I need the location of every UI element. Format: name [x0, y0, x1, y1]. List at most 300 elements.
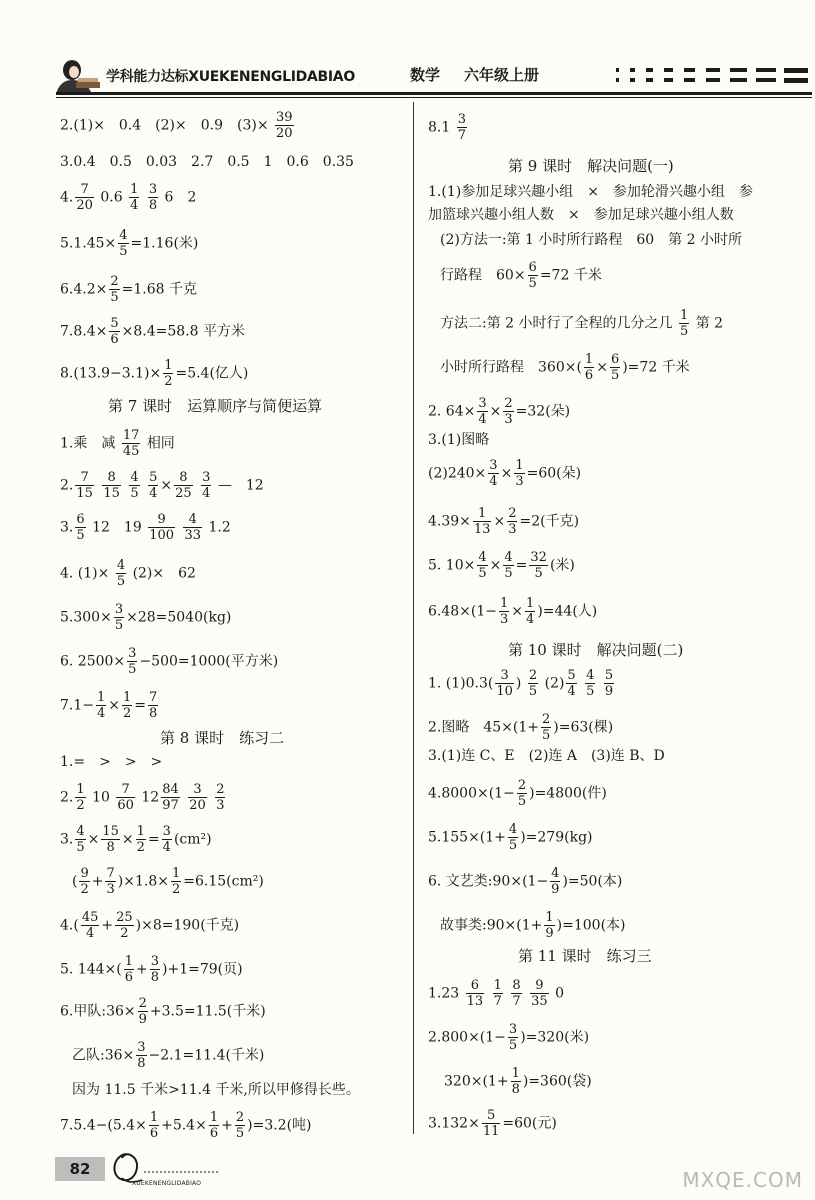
- fraction: [138, 996, 148, 1027]
- denominator: 5: [508, 838, 518, 853]
- text: (2): [544, 675, 565, 692]
- text: )=44(人): [537, 603, 598, 620]
- text: ×: [108, 697, 121, 714]
- denominator: 4: [149, 486, 158, 501]
- text: 4.: [60, 189, 74, 206]
- denominator: 5: [116, 574, 126, 589]
- fraction: [129, 182, 139, 213]
- denominator: 20: [76, 198, 93, 213]
- numerator: 7: [75, 470, 94, 486]
- fraction: [127, 646, 137, 677]
- text: 12: [141, 789, 160, 806]
- numerator: 1: [545, 910, 554, 925]
- numerator: 3: [148, 182, 158, 197]
- answer-line: [428, 1108, 557, 1139]
- fraction: [150, 954, 160, 985]
- numerator: 4: [586, 668, 595, 683]
- answer-line: [428, 668, 616, 699]
- denominator: 9: [545, 926, 554, 941]
- text: 12 19: [92, 519, 142, 536]
- answer-line: [60, 824, 212, 855]
- text: −2.1=11.4(千米): [148, 1047, 265, 1064]
- fraction: [610, 352, 620, 383]
- answer-line: [60, 1110, 312, 1141]
- denominator: 35: [531, 994, 548, 1009]
- numerator: 6: [528, 260, 537, 275]
- text: 1.2: [208, 519, 231, 536]
- numerator: 8: [102, 470, 121, 486]
- denominator: 6: [149, 1126, 159, 1141]
- answer-line: [72, 1040, 264, 1071]
- fraction: [174, 470, 193, 501]
- denominator: 5: [586, 684, 595, 699]
- numerator: 1: [97, 690, 106, 705]
- text: ): [515, 675, 522, 692]
- denominator: 4: [478, 412, 487, 427]
- denominator: 5: [478, 566, 487, 581]
- fraction: [514, 458, 524, 489]
- numerator: 3: [508, 1022, 518, 1037]
- subject-label: 数学: [410, 66, 441, 84]
- denominator: 3: [515, 474, 524, 489]
- fraction: [118, 228, 128, 259]
- numerator: 5: [110, 316, 119, 331]
- text: =: [147, 831, 160, 848]
- text: 5.155×(1+: [428, 829, 506, 846]
- fraction: [511, 978, 521, 1009]
- denominator: 5: [610, 368, 620, 383]
- answer-line: [428, 866, 622, 897]
- text: ×: [160, 477, 173, 494]
- denominator: 9: [604, 684, 614, 699]
- denominator: 5: [114, 618, 124, 633]
- numerator: 7: [75, 182, 94, 198]
- fraction: [163, 358, 173, 389]
- answer-line: [428, 712, 613, 743]
- fraction: [541, 712, 551, 743]
- denominator: 5: [76, 528, 85, 543]
- numerator: 1: [123, 690, 132, 705]
- text: )=4800(件): [529, 785, 607, 802]
- answer-line: [60, 690, 160, 721]
- fraction: [508, 1022, 518, 1053]
- section-heading-10: 第 10 课时 解决问题(二): [508, 641, 684, 659]
- numerator: 4: [508, 822, 518, 837]
- text: ×: [121, 831, 134, 848]
- text: 6. 文艺类:90×(1−: [428, 873, 549, 890]
- answer-line: [428, 778, 607, 809]
- text: =: [134, 697, 147, 714]
- fraction: [116, 782, 135, 813]
- numerator: 6: [610, 352, 620, 367]
- denominator: 6: [209, 1126, 219, 1141]
- text: +: [101, 917, 114, 934]
- grade-label: 六年级上册: [464, 66, 540, 84]
- numerator: 32: [530, 550, 547, 565]
- denominator: 4: [162, 840, 171, 855]
- text: ×8.4=58.8 平方米: [121, 323, 245, 340]
- numerator: 3: [137, 1040, 146, 1055]
- text: 5.300×: [60, 609, 112, 626]
- answer-line: [60, 646, 278, 677]
- answer-line: 3.0.4 0.5 0.03 2.7 0.5 1 0.6 0.35: [60, 154, 354, 170]
- text: =72 千米: [539, 267, 602, 284]
- fraction: [529, 550, 548, 581]
- fraction: [148, 470, 158, 501]
- fraction: [101, 824, 120, 855]
- text: 0: [555, 985, 565, 1002]
- answer-line: [60, 110, 296, 141]
- fraction: [488, 458, 498, 489]
- answer-line: [60, 470, 264, 501]
- text: )+1=79(页): [162, 961, 243, 978]
- numerator: 7: [149, 690, 158, 705]
- fraction: [585, 668, 595, 699]
- numerator: 7: [106, 866, 115, 881]
- fraction: [209, 1110, 219, 1141]
- text: )=63(棵): [553, 719, 614, 736]
- text: (: [72, 873, 78, 890]
- answer-line: [440, 308, 723, 339]
- text: 8.1: [428, 119, 451, 136]
- numerator: 2: [504, 396, 513, 411]
- denominator: 5: [128, 662, 137, 677]
- fraction: [75, 782, 85, 813]
- text: 320×(1+: [444, 1073, 509, 1090]
- fraction: [544, 910, 554, 941]
- answer-line: [428, 506, 579, 537]
- text: 相同: [146, 435, 175, 452]
- denominator: 9: [138, 1012, 147, 1027]
- fraction: [493, 978, 503, 1009]
- text: =32(朵): [515, 403, 571, 420]
- fraction: [162, 824, 172, 855]
- fraction: [473, 506, 492, 537]
- numerator: 9: [530, 978, 549, 994]
- fraction: [584, 352, 594, 383]
- fraction: [235, 1110, 245, 1141]
- answer-line: [60, 954, 243, 985]
- text: 3.: [60, 519, 74, 536]
- denominator: 3: [106, 882, 115, 897]
- text: +: [136, 961, 148, 978]
- text: 第 2: [695, 315, 724, 332]
- denominator: 33: [184, 528, 202, 543]
- numerator: 15: [102, 824, 119, 839]
- numerator: 6: [466, 978, 485, 994]
- numerator: 1: [209, 1110, 219, 1125]
- text: )=360(袋): [522, 1073, 592, 1090]
- answer-line: [60, 512, 231, 543]
- denominator: 2: [120, 926, 129, 941]
- text: ×: [500, 465, 513, 482]
- text: =1.68 千克: [121, 281, 197, 298]
- numerator: 4: [76, 824, 85, 839]
- denominator: 8: [511, 1082, 520, 1097]
- text: 方法二:第 2 小时行了全程的几分之几: [440, 315, 673, 332]
- fraction: [499, 596, 509, 627]
- denominator: 2: [123, 706, 132, 721]
- numerator: 4: [183, 512, 202, 528]
- numerator: 4: [478, 550, 487, 565]
- numerator: 1: [515, 458, 524, 473]
- numerator: 3: [495, 668, 514, 684]
- text: =60(朵): [526, 465, 582, 482]
- section-heading-9: 第 9 课时 解决问题(一): [508, 157, 674, 175]
- text: +3.5=11.5(千米): [149, 1003, 266, 1020]
- answer-line: [60, 274, 197, 305]
- text: 乙队:36×: [72, 1047, 135, 1064]
- fraction: [566, 668, 576, 699]
- fraction: [122, 428, 141, 459]
- fraction: [129, 470, 139, 501]
- section-heading-11: 第 11 课时 练习三: [518, 947, 652, 965]
- numerator: 2: [110, 274, 119, 289]
- denominator: 5: [504, 566, 513, 581]
- watermark: MXQE.COM: [682, 1168, 803, 1192]
- text: 1. (1)0.3(: [428, 675, 494, 692]
- answer-line: [60, 996, 266, 1027]
- denominator: 3: [216, 798, 225, 813]
- denominator: 7: [493, 994, 502, 1009]
- text: =2(千克): [519, 513, 580, 530]
- fraction: [188, 782, 207, 813]
- text: )×1.8×: [117, 873, 169, 890]
- fraction: [79, 866, 89, 897]
- text: 2.: [60, 789, 74, 806]
- answer-line: [60, 228, 198, 259]
- brand-title: 学科能力达标XUEKENENGLIDABIAO: [106, 69, 355, 85]
- denominator: 6: [584, 368, 594, 383]
- fraction: [75, 512, 85, 543]
- denominator: 4: [97, 706, 106, 721]
- denominator: 3: [504, 412, 513, 427]
- answer-line: [440, 910, 626, 941]
- numerator: 25: [116, 910, 133, 925]
- text: 6. 2500×: [60, 653, 126, 670]
- header-rule: [56, 92, 812, 95]
- text: 6.4.2×: [60, 281, 108, 298]
- numerator: 45: [81, 910, 99, 925]
- fraction: [148, 182, 158, 213]
- denominator: 8: [150, 970, 160, 985]
- numerator: 3: [150, 954, 160, 969]
- text: )=320(米): [520, 1029, 590, 1046]
- denominator: 2: [76, 798, 85, 813]
- fraction: [511, 1066, 521, 1097]
- fraction: [457, 112, 467, 143]
- numerator: 2: [216, 782, 225, 797]
- numerator: 1: [500, 596, 509, 611]
- denominator: 2: [136, 840, 145, 855]
- text: 10: [92, 789, 110, 806]
- denominator: 8: [148, 198, 158, 213]
- text: ×: [489, 557, 502, 574]
- page-header: [0, 0, 815, 100]
- numerator: 1: [130, 182, 139, 197]
- denominator: 15: [103, 486, 120, 501]
- denominator: 4: [85, 926, 95, 941]
- text: 7.8.4×: [60, 323, 108, 340]
- denominator: 25: [175, 486, 192, 501]
- fraction: [530, 978, 549, 1009]
- fraction: [75, 824, 85, 855]
- text: ×: [87, 831, 100, 848]
- fraction: [96, 690, 106, 721]
- text: (米): [549, 557, 575, 574]
- text: 7.1−: [60, 697, 94, 714]
- denominator: 5: [508, 1038, 518, 1053]
- numerator: 1: [124, 954, 134, 969]
- fraction: [122, 690, 132, 721]
- fraction: [503, 396, 513, 427]
- denominator: 2: [171, 882, 181, 897]
- fraction: [528, 668, 538, 699]
- text: 1.23: [428, 985, 460, 1002]
- denominator: 5: [235, 1126, 245, 1141]
- answer-line: 加篮球兴趣小组人数 × 参加足球兴趣小组人数: [428, 207, 734, 223]
- text: 3.: [60, 831, 74, 848]
- answer-line: [60, 602, 231, 633]
- denominator: 6: [124, 970, 134, 985]
- numerator: 1: [584, 352, 594, 367]
- text: 7.5.4−(5.4×: [60, 1117, 147, 1134]
- denominator: 8: [137, 1056, 146, 1071]
- denominator: 5: [528, 276, 537, 291]
- answer-line: [428, 822, 593, 853]
- fraction: [183, 512, 202, 543]
- text: 4.(: [60, 917, 79, 934]
- denominator: 5: [528, 684, 538, 699]
- numerator: 4: [116, 558, 126, 573]
- numerator: 8: [174, 470, 193, 486]
- section-heading-8: 第 8 课时 练习二: [160, 729, 285, 747]
- numerator: 2: [235, 1110, 245, 1125]
- fraction: [171, 866, 181, 897]
- numerator: 4: [551, 866, 560, 881]
- text: ×: [511, 603, 524, 620]
- fraction: [105, 866, 115, 897]
- text: )=3.2(吨): [247, 1117, 312, 1134]
- text: +: [91, 873, 104, 890]
- fraction: [136, 1040, 146, 1071]
- numerator: 3: [489, 458, 498, 473]
- fraction: [75, 182, 94, 213]
- text: −500=1000(平方米): [139, 653, 279, 670]
- numerator: 1: [136, 824, 145, 839]
- answer-line: [440, 352, 690, 383]
- answer-line: [60, 782, 227, 813]
- fraction: [109, 316, 119, 347]
- answer-line: 3.(1)图略: [428, 432, 490, 448]
- text: 小时所行路程 360×(: [440, 359, 582, 376]
- numerator: 39: [276, 110, 293, 125]
- denominator: 4: [489, 474, 498, 489]
- answer-line: [72, 866, 264, 897]
- page-number: 82: [55, 1157, 105, 1181]
- denominator: 2: [164, 374, 173, 389]
- denominator: 5: [534, 566, 543, 581]
- numerator: 5: [604, 668, 614, 683]
- text: )=50(本): [562, 873, 623, 890]
- text: +5.4×: [161, 1117, 207, 1134]
- header-rule-thin: [56, 97, 812, 98]
- text: 2.图略 45×(1+: [428, 719, 540, 736]
- fraction: [114, 602, 124, 633]
- fraction: [75, 470, 94, 501]
- numerator: 3: [188, 782, 207, 798]
- text: 6.甲队:36×: [60, 1003, 136, 1020]
- text: ×: [493, 513, 506, 530]
- text: 4.8000×(1−: [428, 785, 515, 802]
- denominator: 3: [508, 522, 517, 537]
- numerator: 2: [508, 506, 517, 521]
- text: 故事类:90×(1+: [440, 917, 543, 934]
- fraction: [148, 690, 158, 721]
- answer-line: [60, 316, 245, 347]
- text: 5. 144×(: [60, 961, 122, 978]
- answer-line: [60, 910, 239, 941]
- numerator: 3: [478, 396, 487, 411]
- denominator: 5: [110, 290, 119, 305]
- denominator: 10: [496, 684, 513, 699]
- text: =: [515, 557, 528, 574]
- decorative-dash-bars: [612, 66, 812, 86]
- fraction: [215, 782, 225, 813]
- answer-line: [428, 112, 469, 143]
- denominator: 5: [119, 244, 128, 259]
- denominator: 5: [542, 728, 551, 743]
- numerator: 84: [162, 782, 179, 797]
- answer-line: [428, 596, 597, 627]
- fraction: [136, 824, 146, 855]
- fraction: [102, 470, 121, 501]
- numerator: 3: [162, 824, 171, 839]
- numerator: 1: [679, 308, 689, 323]
- denominator: 13: [466, 994, 484, 1009]
- answer-line: [440, 260, 602, 291]
- numerator: 3: [128, 646, 137, 661]
- numerator: 1: [171, 866, 181, 881]
- numerator: 1: [511, 1066, 520, 1081]
- footer-logo-text: XUEKENENGLIDABIAO: [132, 1180, 202, 1187]
- section-heading-7: 第 7 课时 运算顺序与简便运算: [108, 397, 323, 415]
- numerator: 5: [567, 668, 576, 683]
- text: 2. 64×: [428, 403, 476, 420]
- fraction: [550, 866, 560, 897]
- denominator: 5: [679, 324, 689, 339]
- text: 4. (1)×: [60, 565, 110, 582]
- text: )=72 千米: [622, 359, 690, 376]
- text: 2.800×(1−: [428, 1029, 506, 1046]
- denominator: 60: [117, 798, 134, 813]
- denominator: 15: [76, 486, 93, 501]
- fraction: [604, 668, 614, 699]
- answer-line: [60, 428, 175, 459]
- text: ×: [596, 359, 608, 376]
- numerator: 2: [517, 778, 527, 793]
- numerator: 9: [148, 512, 175, 528]
- fraction: [517, 778, 527, 809]
- text: 0.6: [100, 189, 123, 206]
- denominator: 5: [130, 486, 139, 501]
- text: ×: [489, 403, 502, 420]
- numerator: 1: [526, 596, 535, 611]
- fraction: [466, 978, 485, 1009]
- text: 8.(13.9−3.1)×: [60, 365, 162, 382]
- text: 5.1.45×: [60, 235, 117, 252]
- denominator: 100: [149, 528, 175, 543]
